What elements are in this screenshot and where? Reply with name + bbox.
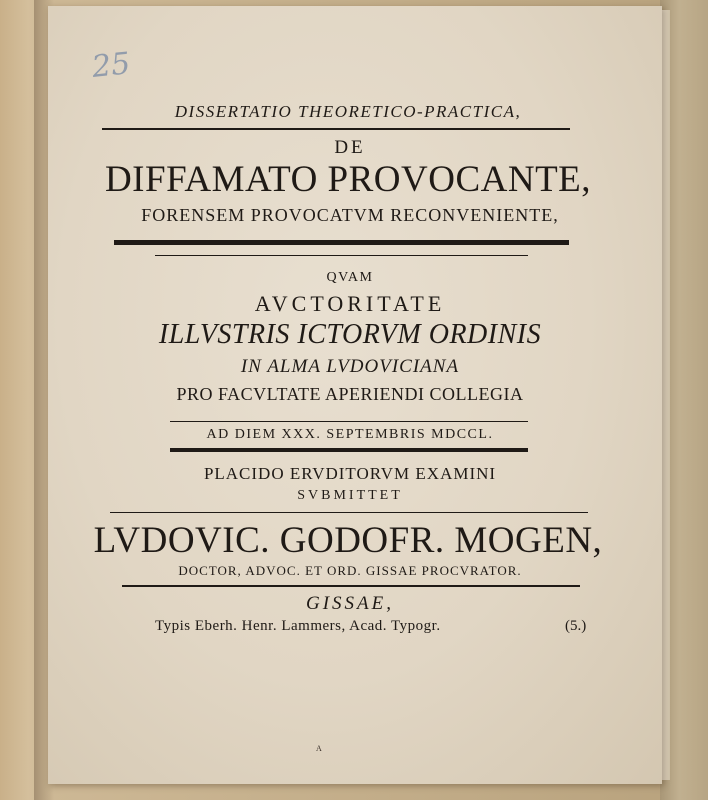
main-title: DIFFAMATO PROVOCANTE,: [104, 159, 592, 200]
author-titles: DOCTOR, ADVOC. ET ORD. GISSAE PROCVRATOR.: [178, 563, 522, 578]
author-name: LVDOVIC. GODOFR. MOGEN,: [93, 520, 603, 561]
auctoritate: AVCTORITATE: [254, 291, 446, 316]
subtitle: FORENSEM PROVOCATVM RECONVENIENTE,: [141, 205, 559, 225]
printer-line: Typis Eberh. Henr. Lammers, Acad. Typogr.: [155, 618, 441, 634]
signature-mark: A: [316, 744, 322, 753]
examination-line: PLACIDO ERVDITORVM EXAMINI: [203, 464, 497, 483]
rule-5: [110, 512, 588, 513]
faculty-name: ILLVSTRIS ICTORVM ORDINIS: [158, 319, 542, 350]
title-de: DE: [334, 137, 366, 158]
university-name: IN ALMA LVDOVICIANA: [240, 356, 460, 377]
rule-3: [170, 421, 528, 422]
rule-1: [102, 128, 570, 130]
date-line: AD DIEM XXX. SEPTEMBRIS MDCCL.: [206, 427, 494, 442]
dissertation-type: DISSERTATIO THEORETICO-PRACTICA,: [174, 102, 522, 121]
purpose-line: PRO FACVLTATE APERIENDI COLLEGIA: [176, 384, 524, 404]
quam: QVAM: [326, 270, 374, 285]
rule-4-thick: [170, 448, 528, 452]
rule-2-thick: [114, 240, 569, 245]
place-of-printing: GISSAE,: [305, 593, 394, 614]
rule-2-thin: [155, 255, 528, 256]
submittet: SVBMITTET: [297, 488, 403, 503]
rule-6: [122, 585, 580, 587]
handwritten-number: 25: [90, 46, 132, 85]
page-number: (5.): [565, 618, 587, 634]
